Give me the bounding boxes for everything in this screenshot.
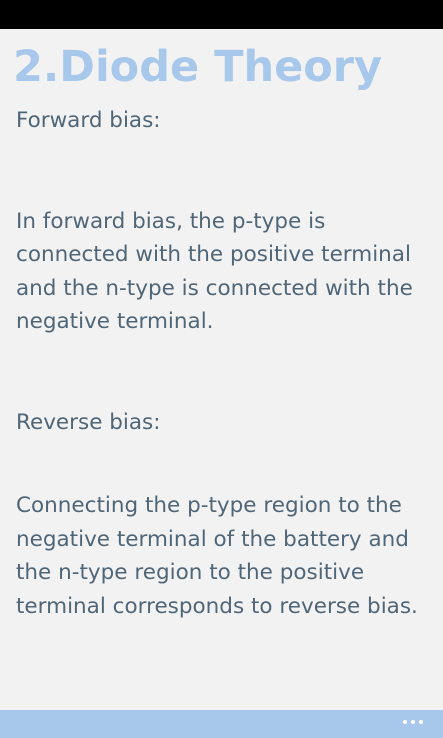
dot — [411, 720, 415, 724]
dot — [403, 720, 407, 724]
forward-bias-heading: Forward bias: — [16, 108, 161, 133]
ellipsis-icon[interactable] — [403, 720, 423, 724]
page-title: 2.Diode Theory — [13, 42, 383, 92]
dot — [419, 720, 423, 724]
spacer — [16, 339, 431, 406]
spacer — [16, 138, 431, 205]
app-bar — [0, 710, 443, 738]
content-area[interactable] — [16, 104, 431, 618]
reverse-bias-text: Connecting the p-type region to the negative terminal of the battery and the n-type region to the positive terminal corresponds to reverse bias. — [16, 493, 418, 618]
forward-bias-text: In forward bias, the p-type is connected with the positive terminal and the n-type is connected with the negative terminal. — [16, 208, 413, 334]
status-bar — [0, 0, 443, 29]
spacer — [16, 439, 431, 489]
reverse-bias-heading: Reverse bias: — [16, 409, 161, 435]
